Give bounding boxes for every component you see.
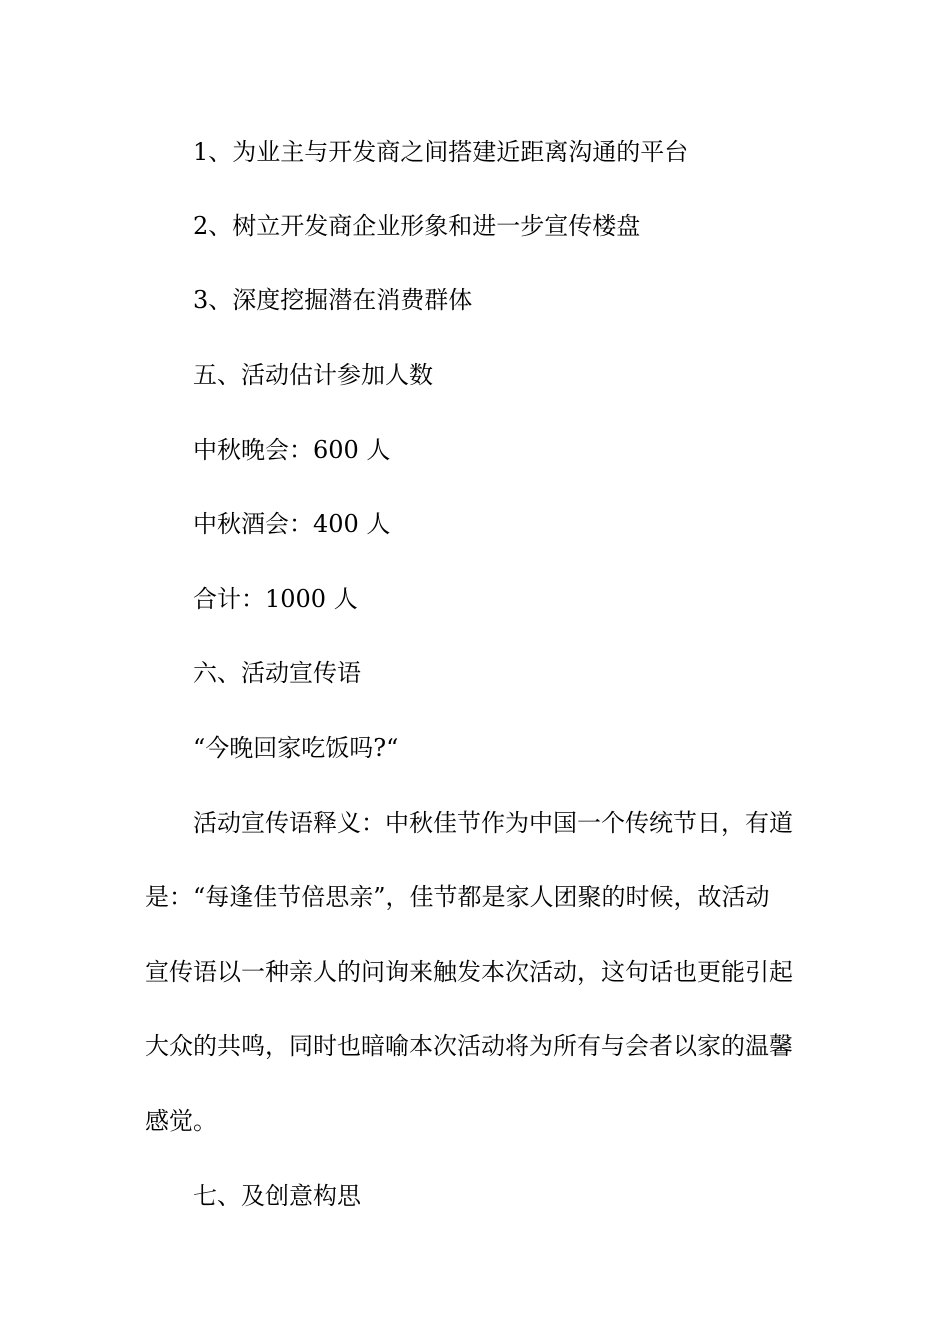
explanation-line-2: 是：“每逢佳节倍思亲”，佳节都是家人团聚的时候，故活动 — [145, 883, 770, 911]
section-6-heading: 六、活动宣传语 — [193, 659, 361, 687]
explanation-line-5: 感觉。 — [145, 1107, 217, 1135]
list-item-1: 1、为业主与开发商之间搭建近距离沟通的平台 — [193, 138, 689, 166]
attendance-line-total: 合计：1000 人 — [193, 585, 358, 613]
list-item-3: 3、深度挖掘潜在消费群体 — [193, 286, 473, 314]
section-5-heading: 五、活动估计参加人数 — [193, 361, 433, 389]
explanation-line-3: 宣传语以一种亲人的问询来触发本次活动，这句话也更能引起 — [145, 958, 793, 986]
list-item-2: 2、树立开发商企业形象和进一步宣传楼盘 — [193, 212, 641, 240]
section-7-heading: 七、及创意构思 — [193, 1182, 361, 1210]
attendance-line-gala: 中秋晚会：600 人 — [193, 436, 391, 464]
attendance-line-reception: 中秋酒会：400 人 — [193, 510, 391, 538]
explanation-line-4: 大众的共鸣，同时也暗喻本次活动将为所有与会者以家的温馨 — [145, 1032, 793, 1060]
slogan-text: “今晚回家吃饭吗?“ — [193, 734, 399, 762]
explanation-line-1: 活动宣传语释义：中秋佳节作为中国一个传统节日，有道 — [193, 809, 793, 837]
